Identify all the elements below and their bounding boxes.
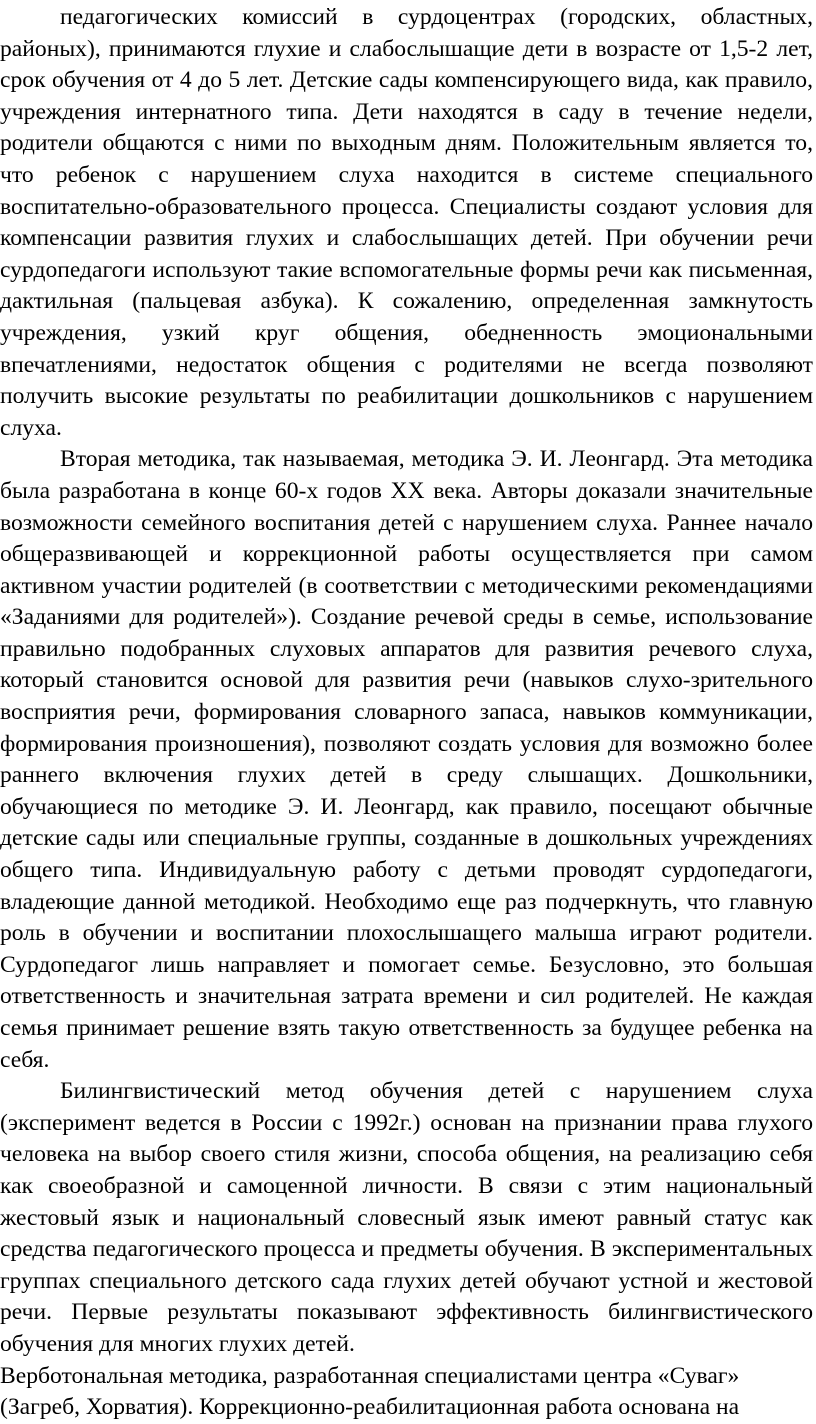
paragraph-2: Вторая методика, так называемая, методика Э. И. Леонгард. Эта методика была разработана в конце 60-х годов XX века. Авторы доказали значительные возможности семейного воспитания детей с нарушением слуха. Раннее начало общеразвивающей и коррекционной работы осуществляется при самом активном участии родителей (в соответствии с методическими рекомендациями «Заданиями для родителей»). Создание речевой среды в семье, использование правильно подобранных слуховых аппаратов для развития речевого слуха, который становится основой для развития речи (навыков слухо-зрительного восприятия речи, формирования словарного запаса, навыков коммуникации, формирования произношения), позволяют создать условия для возможно более раннего включения глухих детей в среду слышащих. Дошкольники, обучающиеся по методике Э. И. Леонгард, как правило, посещают обычные детские сады или специальные группы, созданные в дошкольных учреждениях общего типа. Индивидуальную работу с детьми проводят сурдопедагоги, владеющие данной методикой. Необходимо еще раз подчеркнуть, что главную роль в обучении и воспитании плохослышащего малыша играют родители. Сурдопедагог лишь направляет и помогает семье. Безусловно, это большая ответственность и значительная затрата времени и сил родителей. Не каждая семья принимает решение взять такую ответственность за будущее ребенка на себя. xyxy=(0,446,813,1073)
paragraph-4: Верботональная методика, разработанная специалистами центра «Суваг» (Загреб, Хорватия). Коррекционно-реабилитационная работа основана на xyxy=(0,1362,740,1421)
paragraph-3: Билингвистический метод обучения детей с нарушением слуха (эксперимент ведется в России с 1992г.) основан на признании права глухого человека на выбор своего стиля жизни, способа общения, на реализацию себя как своеобразной и самоценной личности. В связи с этим национальный жестовый язык и национальный словесный язык имеют равный статус как средства педагогического процесса и предметы обучения. В экспериментальных группах специального детского сада глухих детей обучают устной и жестовой речи. Первые результаты показывают эффективность билингвистического обучения для многих глухих детей. xyxy=(0,1078,813,1357)
paragraph-1: педагогических комиссий в сурдоцентрах (городских, областных, районых), принимаются глухие и слабослышащие дети в возрасте от 1,5-2 лет, срок обучения от 4 до 5 лет. Детские сады компенсирующего вида, как правило, учреждения интернатного типа. Дети находятся в саду в течение недели, родители общаются с ними по выходным дням. Положительным является то, что ребенок с нарушением слуха находится в системе специального воспитательно-образовательного процесса. Специалисты создают условия для компенсации развития глухих и слабослышащих детей. При обучении речи сурдопедагоги используют такие вспомогательные формы речи как письменная, дактильная (пальцевая азбука). К сожалению, определенная замкнутость учреждения, узкий круг общения, обедненность эмоциональными впечатлениями, недостаток общения с родителями не всегда позволяют получить высокие результаты по реабилитации дошкольников с нарушением слуха. xyxy=(0,4,813,441)
